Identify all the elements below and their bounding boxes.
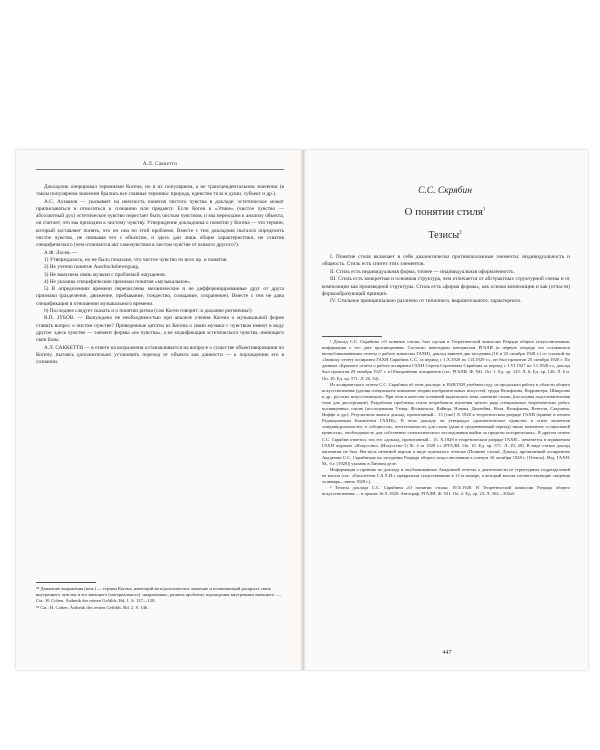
list-item: 6) Последнее следует сказать и о понятии ритма (сам Коген говорит: и дыхание ритмичны!)	[44, 308, 252, 315]
title-text: О понятии стиля	[404, 206, 483, 218]
right-footnotes	[322, 336, 570, 497]
footnote: Из аспирантского отчета С.С. Скрябина об этом докладе: в 1928/1929 учебном году «в продолжал работу в области общего искусствознания (уделяя специальное внимание теории изобразительных искусств): труды Вельфлина, Воррингера, Шмарсова и др.; русских искусствоведов». При этом в качестве основной выделялась тема «понятие стиля» (последняя подготовительная тема для диссертации). Разработка проблемы стиля потребовала изучения целого ряда специальных теоретических работ, посвященных стилю (исследования Утица, Фолькельта, Кайнца, Новака, Даплейна, Ноля, Вельфлина, Венгеля, Сакулина, Иоффе и др.). Результатом явился доклад, прочитанный... 15 [так!] X 1928 в теоретическом разряде ГАХН (принят в печати Редакционным Комитетом ГАХН)». В этом докладе он утверждал «диалектическое единство в стиле моментов «индивидуальности» и «общности», неотъемлемость для стиля (даже в средневековый период) таких моментов «социальной ценности», необходимость для собственно стилистического исследования выйти за пределы исторических». В другом отчете С.С. Скрябин отметил, что его «доклад, прочитанный... 15. X.1928 в теоретическом разряде ГАХН... печатается в издаваемом ГАХН журнале «Искусство» (Искусство-1) № 4 за 1928 г.» (РГАЛИ. Оп. 10. Ед. хр. 571. Л. 19, 20). В виде статьи доклад напечатан не был. Вы-пуск печатной версии в виде отдельного оттиска (Понятие стиля). Доклад, прочитанный аспирантом Академии С.С. Скрябиным на заседании Разряда общего искусствознания в пленум 16 октября 1928 г. [Оттиск]. Изд. ГАХН. М., б.г. [1928]) указано в Личном деле.	[322, 381, 570, 466]
list-item: 1) Утверждалось, но не было показано, что чистое чувство из всех пр. и понятия.	[44, 256, 228, 263]
footnote-mark: 2	[459, 230, 462, 236]
left-page	[16, 150, 300, 670]
page-number: 447	[442, 650, 452, 656]
footnote: Информация о прениях по докладу в опубликованных Академией отчетах о деятельности ее структурных подразделений не вошла (см.: «Бюллетени Г.А.Х.Н.» прекратили существование в 11-м номере, а который вошли соответствующие сведения за январь—июнь 1928 г.).	[322, 466, 570, 485]
footnote-rule	[36, 582, 96, 583]
book-spread	[16, 150, 588, 670]
paragraph: Докладчик оперировал терминами Когена, но в их популярном, а не трансцендентальном значении (в таком популярном значении брались все главные термины: природа, единство тела и души, субъект и др.).	[36, 184, 284, 198]
thesis-item: I. Понятие стиля включает в себя диалектически противоположные элементы: индивидуальность и общность. Стиль есть синтез этих элементов.	[322, 254, 570, 268]
thesis-item: III. Стиль есть конкретная и основная структура, чем отличается от абстрактных структурной схемы и от композиции как производной структуры. Стиль есть «форма формы», как основа композиции и как (отчасти) формообразующий принцип.	[322, 276, 570, 298]
running-head: А.Л. Саккетти	[36, 162, 284, 170]
article-title	[320, 206, 570, 218]
paragraph: В.П. ЗУБОВ. — Вынуждено не необходимостью при анализе учения Когена о музыкальной форме ставить вопрос о чистом чувстве? Приведенные цитаты из Когена о связи музыки с чувством имеют в виду другое: здесь чувство — элемент формы «из чувства», а не модификация эстетического чувства, имеющего свои базы.	[36, 315, 284, 344]
thesis-item: IV. Стильное принципиально различно от типичного, выразительного, характерного.	[330, 298, 522, 305]
left-body-text	[36, 184, 284, 366]
footnote: ¹ Доклад С.С. Скрябина «О понятии стиля» был сделан в Теоретической комиссии Разряда общего искусствознания; информация о его дате противоречива. Согласно некоторым материалам РГАЛИ (в первую очередь это оставшиеся неопубликованными отчеты о работе комиссии ГАХН), доклад заявлен два заседания (16 и 25 октября 1928 г.) со ссылкой на «Записку отчету аспиранта ГАХН Скрябина С.С. за период с 1.X.1928 по 1.II.1929 г.», он был прочитан 25 октября 1928 г. По данным «Краткого отчета о работе аспиранта ГАХН Сергея Сергеевича Скрябина за период с 1.VI.1927 по 1.I.1928 г.», доклад был прочитан 29 октября 1927 г. в Объединении аспирантов (см.: РГАЛИ. Ф. 941. Оп. 1. Ед. хр. 125. Л. 6; Ед. хр. 126. Л. 6 и. Оп. 10. Ед. хр. 571. Л. 20, 34).	[322, 339, 570, 381]
footnote: ⁵⁸ Движение выражения (нем.) — термин Когена, имеющий методологическое значение и позволяющий раскрыть связь внутреннего чувства и его внешнего (материального) «выражения», решить проблему порождения внутренним внешнего. — См.: H. Cohen. Ästhetik des reinen Gefühls. Bd. 1. S. 127—128.	[36, 586, 282, 604]
paragraph: А.Л. САККЕТТИ — в ответе на возражения останавливается на вопросе о существе объективирования по Когену, пытаясь дополнительно установить переход от объекта как данности — к порождению его в сознании.	[36, 344, 284, 366]
paragraph: А.С. Ахманов — указывает на неясность понятия чистого чувства в докладе: эстетическое может приписываться и относиться к сознанию или предмету. Если Коген в «Этике» (чистое чувство — абсолютный дух) эстетическое чувство перестает быть чистым чувством, и мы переходим к анализу объекта, он считает, что мы приходим к чистому чувству. Утверждение докладчика о понятии у Когена — это термин, который заставляет понять, что он сам по этой проблеме. Вместе с тем докладчик пытался определить чистое чувство, не связывая его с объектом, и здесь дан лишь общие характеристики, не схватив специфического (чем отличается акт самочувствия в чистом чувстве от всякого другого?).	[36, 198, 284, 249]
footnote-mark: 1	[482, 207, 486, 213]
list-item: 5) В определениях времени перечислены механические и не дифференцированные друг от друга признаки (разделение, движение, пребывание, тождество, созидание, сохранение). Вместе с тем не дана спецификация в отношении музыкального времени.	[36, 286, 284, 307]
right-page	[306, 150, 588, 670]
list-item: 3) Не выяснена связь музыки с проблемой ощущения.	[44, 271, 166, 278]
footnote: ² Тезисы доклада С.С. Скрябина «О понятии стиля» 19.X.1928. В Теоретической комиссии Разряда общего искусствознания — в архиве 16.X.1928. Автограф. РГАЛИ. Ф. 941. Оп. 2. Ед. хр. 23. Л. 302—302об.	[322, 485, 570, 497]
list-item: 4) Не указаны специфические признаки понятия «музыкальное».	[44, 278, 192, 285]
footnote: ⁵⁹ См.: H. Cohen. Ästhetik des reinen Gefühls. Bd. 2. S. 146.	[36, 604, 149, 610]
article-author: С.С. Скрябин	[418, 186, 472, 196]
paragraph: А.Ф. Лосев. —	[44, 249, 78, 256]
left-footnotes	[36, 582, 284, 611]
theses-list	[322, 254, 570, 306]
list-item: 2) Не учтено понятие Ausdrucksbewegung.	[44, 264, 140, 271]
thesis-item: II. Стиль есть индивидуальная форма, точнее — индивидуальная оформленность.	[330, 268, 515, 275]
footnote-rule	[322, 336, 382, 337]
subtitle-text: Тезисы	[428, 230, 460, 241]
article-subtitle	[320, 230, 570, 241]
